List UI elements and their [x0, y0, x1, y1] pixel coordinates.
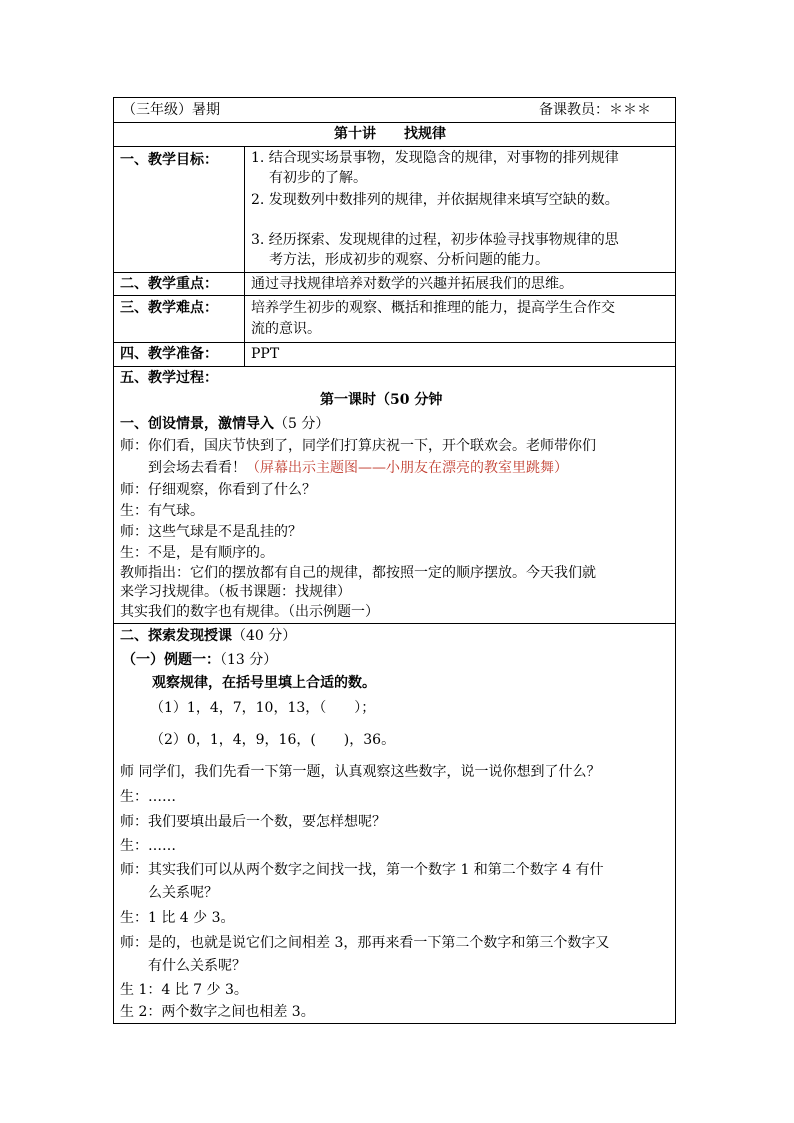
process-line: 生：不是，是有顺序的。 [120, 545, 274, 561]
process-line [148, 458, 568, 478]
period-title: 第一课时（50 分钟 [320, 392, 443, 408]
dialogue-line: 生 2：两个数字之间也相差 3。 [120, 1004, 315, 1020]
objective-line: 2. 发现数列中数排列的规律，并依据规律来填写空缺的数。 [251, 192, 619, 208]
objective-line: 1. 结合现实场景事物，发现隐含的规律，对事物的排列规律 [251, 150, 619, 166]
row-divider [114, 342, 675, 343]
objective-line: 3. 经历探索、发现规律的过程，初步体验寻找事物规律的思 [251, 232, 619, 248]
dialogue-line: 师 同学们，我们先看一下第一题，认真观察这些数字，说一说你想到了什么？ [120, 764, 601, 780]
objectives-label: 一、教学目标： [120, 152, 218, 168]
intro-time: （5 分） [274, 416, 330, 432]
row-divider [114, 272, 675, 273]
objective-line: 考方法，形成初步的观察、分析问题的能力。 [269, 252, 549, 268]
difficulties-line: 流的意识。 [251, 321, 321, 337]
dialogue-line: 生：1 比 4 少 3。 [120, 910, 235, 926]
dialogue-line: 师：其实我们可以从两个数字之间找一找，第一个数字 1 和第二个数字 4 有什 [120, 862, 604, 878]
key-points-label: 二、教学重点： [120, 276, 218, 292]
row-divider [114, 295, 675, 296]
difficulties-line: 培养学生初步的观察、概括和推理的能力，提高学生合作交 [251, 300, 615, 316]
example-heading [122, 650, 277, 670]
objective-line: 有初步的了解。 [269, 170, 367, 186]
lesson-title: 第十讲 找规律 [334, 126, 446, 142]
question-1: （1）1，4，7，10，13，（ ）； [150, 700, 376, 716]
example-task: 观察规律，在括号里填上合适的数。 [152, 675, 376, 691]
explore-time: （40 分） [232, 628, 297, 644]
process-line: 师：你们看，国庆节快到了，同学们打算庆祝一下，开个联欢会。老师带你们 [120, 438, 596, 454]
process-line-text: 到会场去看看！ [148, 460, 246, 476]
row-divider [114, 122, 675, 123]
difficulties-label: 三、教学难点： [120, 300, 218, 316]
dialogue-line: 么关系呢？ [148, 885, 218, 901]
process-line: 来学习找规律。（板书课题：找规律） [120, 584, 351, 600]
row-divider [114, 366, 675, 367]
grade-label: （三年级）暑期 [122, 102, 220, 118]
process-line: 师：仔细观察，你看到了什么？ [120, 482, 316, 498]
dialogue-line: 师：是的，也就是说它们之间相差 3，那再来看一下第二个数字和第三个数字又 [120, 935, 610, 951]
row-divider [114, 146, 675, 147]
key-points-text: 通过寻找规律培养对数学的兴趣并拓展我们的思维。 [251, 276, 573, 292]
question-2: （2）0，1，4，9，16，( )，36。 [150, 732, 396, 748]
preparation-label: 四、教学准备： [120, 346, 218, 362]
example-title: （一）例题一： [122, 652, 220, 668]
explore-heading [120, 626, 296, 646]
process-line: 生：有气球。 [120, 503, 204, 519]
intro-heading [120, 414, 329, 434]
screen-note: （屏幕出示主题图——小朋友在漂亮的教室里跳舞） [246, 460, 568, 476]
dialogue-line: 生：…… [120, 838, 176, 854]
process-line: 教师指出：它们的摆放都有自己的规律，都按照一定的顺序摆放。今天我们就 [120, 565, 596, 581]
dialogue-line: 生：…… [120, 789, 176, 805]
intro-title: 一、创设情景，激情导入 [120, 416, 274, 432]
lesson-plan-table [113, 97, 676, 1024]
column-divider [244, 146, 245, 366]
process-label: 五、教学过程： [120, 370, 218, 386]
explore-title: 二、探索发现授课 [120, 628, 232, 644]
teacher-label: 备课教员：＊＊＊ [539, 102, 651, 118]
dialogue-line: 师：我们要填出最后一个数，要怎样想呢？ [120, 814, 386, 830]
row-divider [114, 623, 675, 624]
preparation-text: PPT [251, 346, 280, 362]
dialogue-line: 生 1：4 比 7 少 3。 [120, 982, 248, 998]
dialogue-line: 有什么关系呢？ [148, 958, 246, 974]
process-line: 师：这些气球是不是乱挂的？ [120, 524, 302, 540]
process-line: 其实我们的数字也有规律。（出示例题一） [120, 604, 379, 620]
example-time: （13 分） [220, 652, 278, 668]
